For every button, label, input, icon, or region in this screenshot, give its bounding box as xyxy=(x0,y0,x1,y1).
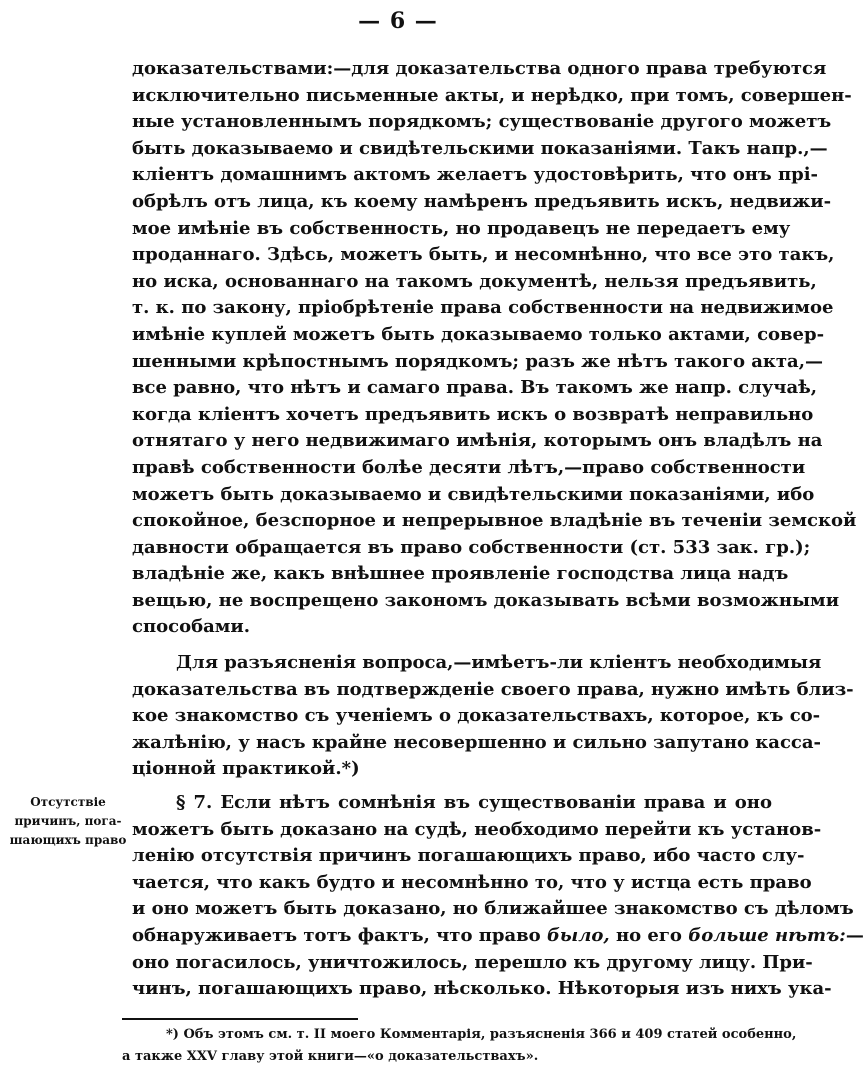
section-mark: § 7. xyxy=(176,792,213,813)
body-paragraph-1 xyxy=(132,56,857,641)
text-line: доказательства въ подтвержденіе своего права, нужно имѣть близ- xyxy=(132,678,854,700)
body-paragraph-2 xyxy=(132,650,854,783)
margin-note-line: причинъ, пога- xyxy=(14,814,122,828)
text-line: исключительно письменные акты, и нерѣдко, при томъ, совершен- xyxy=(132,84,852,106)
text-line: чается, что какъ будто и несомнѣнно то, что у истца есть право xyxy=(132,871,812,893)
text-line: владѣніе же, какъ внѣшнее проявленіе господства лица надъ xyxy=(132,563,789,585)
text-line: проданнаго. Здѣсь, можетъ быть, и несомнѣнно, что все это такъ, xyxy=(132,244,835,266)
margin-note xyxy=(8,793,128,850)
text-line: чинъ, погашающихъ право, нѣсколько. Нѣкоторыя изъ нихъ ука- xyxy=(132,978,832,1000)
text-line: быть доказываемо и свидѣтельскими показаніями. Такъ напр.,— xyxy=(132,137,828,159)
text-line: спокойное, безспорное и непрерывное владѣніе въ теченіи земской xyxy=(132,510,857,532)
text-line: ные установленнымъ порядкомъ; существованіе другого можетъ xyxy=(132,111,832,133)
text-line: Для разъясненія вопроса,—имѣетъ-ли кліентъ необходимыя xyxy=(176,652,822,673)
text-line: шенными крѣпостнымъ порядкомъ; разъ же нѣтъ такого акта,— xyxy=(132,350,823,372)
text-segment: обнаруживаетъ тотъ фактъ, что право xyxy=(132,924,541,946)
italic-phrase: больше нѣтъ: xyxy=(688,924,846,946)
text-line: доказательствами:—для доказательства одного права требуются xyxy=(132,58,827,79)
text-line: когда кліентъ хочетъ предъявить искъ о возвратѣ неправильно xyxy=(132,403,814,425)
text-line xyxy=(132,923,864,950)
text-line: имѣніе куплей можетъ быть доказываемо только актами, совер- xyxy=(132,323,825,345)
text-line: и оно можетъ быть доказано, но ближайшее знакомство съ дѣломъ xyxy=(132,898,854,920)
footnote-line: а также XXV главу этой книги—«о доказательствахъ». xyxy=(122,1049,539,1064)
page-number: — 6 — xyxy=(358,8,438,34)
italic-word: было, xyxy=(546,924,610,946)
text-line: т. к. по закону, пріобрѣтеніе права собственности на недвижимое xyxy=(132,297,834,319)
text-line: жалѣнію, у насъ крайне несовершенно и сильно запутано касса- xyxy=(132,731,822,753)
footnote-line: *) Объ этомъ см. т. II моего Комментарія, разъясненія 366 и 409 статей особенно, xyxy=(166,1027,797,1042)
text-line: кліентъ домашнимъ актомъ желаетъ удостовѣрить, что онъ прі- xyxy=(132,164,819,186)
margin-note-line: Отсутствіе xyxy=(30,795,106,809)
text-line: способами. xyxy=(132,616,251,638)
footnote-divider xyxy=(122,1018,358,1020)
text-line xyxy=(132,790,772,817)
text-segment: — xyxy=(845,924,864,946)
text-segment: но его xyxy=(615,924,682,946)
text-line: но иска, основаннаго на такомъ документѣ, нельзя предъявить, xyxy=(132,270,817,292)
text-line: отнятаго у него недвижимаго имѣнія, которымъ онъ владѣлъ на xyxy=(132,430,823,452)
text-segment: Если нѣтъ сомнѣнія въ существованіи права и оно xyxy=(220,792,772,813)
text-line: вещью, не воспрещено закономъ доказывать всѣми возможными xyxy=(132,589,840,611)
text-line: обрѣлъ отъ лица, къ коему намѣренъ предъявить искъ, недвижи- xyxy=(132,190,832,212)
text-line: все равно, что нѣтъ и самаго права. Въ такомъ же напр. случаѣ, xyxy=(132,377,818,399)
text-line: оно погасилось, уничтожилось, перешло къ другому лицу. При- xyxy=(132,951,813,973)
text-line: можетъ быть доказано на судѣ, необходимо перейти къ установ- xyxy=(132,818,822,840)
text-line: правѣ собственности болѣе десяти лѣтъ,—право собственности xyxy=(132,456,806,478)
body-paragraph-3 xyxy=(132,790,864,1003)
text-line: можетъ быть доказываемо и свидѣтельскими показаніями, ибо xyxy=(132,483,815,505)
text-line: давности обращается въ право собственности (ст. 533 зак. гр.); xyxy=(132,536,811,558)
text-line: ціонной практикой.*) xyxy=(132,758,360,780)
text-line: ленію отсутствія причинъ погашающихъ право, ибо часто слу- xyxy=(132,845,805,867)
text-line: кое знакомство съ ученіемъ о доказательствахъ, которое, къ со- xyxy=(132,705,821,727)
text-line: мое имѣніе въ собственность, но продавецъ не передаетъ ему xyxy=(132,217,791,239)
margin-note-line: шающихъ право xyxy=(9,833,127,847)
footnote xyxy=(122,1024,797,1068)
